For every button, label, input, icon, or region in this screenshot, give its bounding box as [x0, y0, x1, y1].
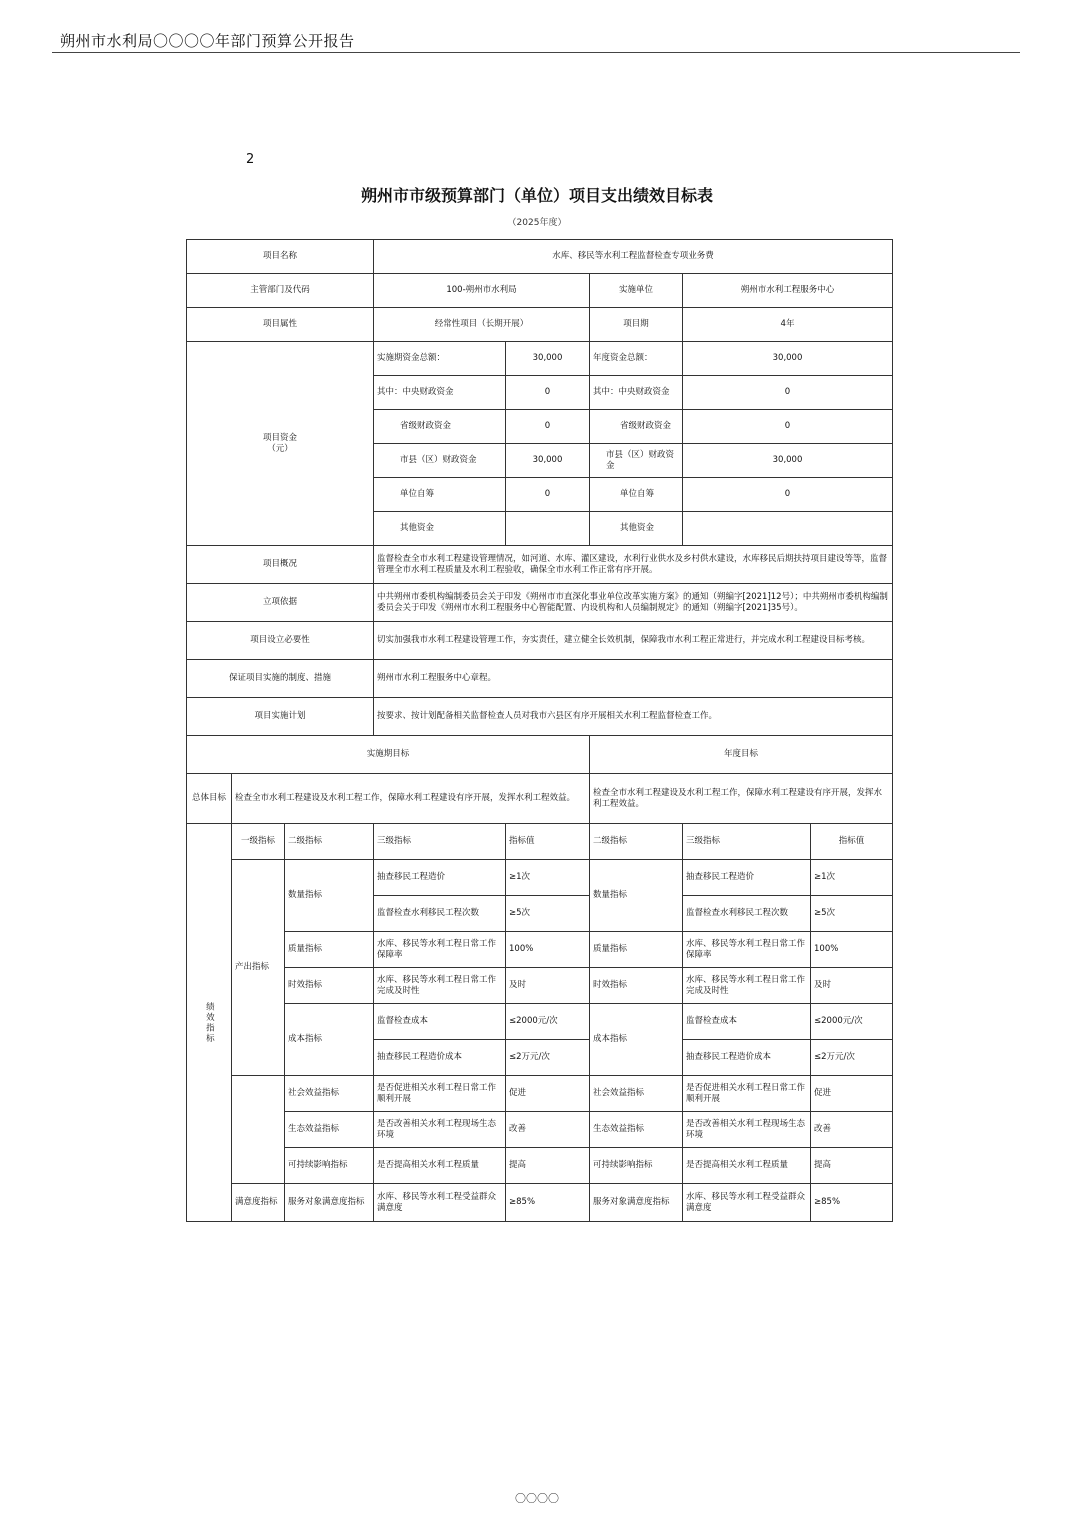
indicator-level3: 水库、移民等水利工程受益群众满意度	[683, 1184, 811, 1222]
project-name-value: 水库、移民等水利工程监督检查专项业务费	[374, 240, 893, 274]
indicator-level3: 是否提高相关水利工程质量	[683, 1148, 811, 1184]
indicator-level2: 服务对象满意度指标	[285, 1184, 374, 1222]
indicator-value: 提高	[811, 1148, 893, 1184]
section-number: 2	[246, 152, 255, 167]
report-header-title: 朔州市水利局〇〇〇〇年部门预算公开报告	[60, 32, 355, 50]
indicator-level2: 社会效益指标	[590, 1076, 683, 1112]
fund-value: 30,000	[506, 342, 590, 376]
table-row	[187, 698, 893, 736]
project-name-label: 项目名称	[187, 240, 374, 274]
table-row	[187, 308, 893, 342]
indicator-level3: 抽查移民工程造价	[374, 860, 506, 896]
fund-label: 省级财政资金	[590, 410, 683, 444]
indicator-level2: 成本指标	[285, 1004, 374, 1076]
col-level1: 一级指标	[232, 824, 285, 860]
fund-value: 0	[506, 376, 590, 410]
fund-value: 30,000	[683, 444, 893, 478]
period-value: 4年	[683, 308, 893, 342]
indicator-value: 改善	[506, 1112, 590, 1148]
period-goal-label: 实施期目标	[187, 736, 590, 774]
indicator-row	[187, 1112, 893, 1148]
indicator-level3: 是否促进相关水利工程日常工作顺利开展	[683, 1076, 811, 1112]
fund-value	[683, 512, 893, 546]
indicator-level3: 水库、移民等水利工程日常工作完成及时性	[683, 968, 811, 1004]
col-value: 指标值	[506, 824, 590, 860]
dept-label: 主管部门及代码	[187, 274, 374, 308]
impl-unit-label: 实施单位	[590, 274, 683, 308]
indicator-level3: 监督检查水利移民工程次数	[683, 896, 811, 932]
overall-goal-label: 总体目标	[187, 774, 232, 824]
necessity-label: 项目设立必要性	[187, 622, 374, 660]
basis-label: 立项依据	[187, 584, 374, 622]
fund-label: 单位自筹	[374, 478, 506, 512]
indicator-level3: 监督检查成本	[683, 1004, 811, 1040]
indicator-level2: 质量指标	[285, 932, 374, 968]
indicator-value: ≥5次	[811, 896, 893, 932]
fund-value: 30,000	[506, 444, 590, 478]
fund-value: 30,000	[683, 342, 893, 376]
indicator-level3: 是否促进相关水利工程日常工作顺利开展	[374, 1076, 506, 1112]
indicator-level3: 监督检查成本	[374, 1004, 506, 1040]
header-divider	[52, 52, 1020, 53]
overview-value: 监督检查全市水利工程建设管理情况，如河道、水库、灌区建设，水利行业供水及乡村供水建设，水库移民后期扶持项目建设等等，监督管理全市水利工程质量及水利工程验收，确保全市水利工作正常有序开展。	[374, 546, 893, 584]
indicator-level2: 质量指标	[590, 932, 683, 968]
fund-label: 单位自筹	[590, 478, 683, 512]
indicator-level3: 抽查移民工程造价成本	[374, 1040, 506, 1076]
basis-value: 中共朔州市委机构编制委员会关于印发《朔州市市直深化事业单位改革实施方案》的通知（朔编字[2021]12号）；中共朔州市委机构编制委员会关于印发《朔州市水利工程服务中心智能配置、内设机构和人员编制规定》的通知（朔编字[2021]35号）。	[374, 584, 893, 622]
table-row	[187, 660, 893, 698]
fund-label: 其他资金	[374, 512, 506, 546]
overview-label: 项目概况	[187, 546, 374, 584]
indicator-level3: 监督检查水利移民工程次数	[374, 896, 506, 932]
page-footer-number: 〇〇〇〇	[515, 1492, 559, 1505]
indicator-row	[187, 1184, 893, 1222]
indicator-value: 提高	[506, 1148, 590, 1184]
indicator-value: ≥5次	[506, 896, 590, 932]
col-level2: 二级指标	[590, 824, 683, 860]
indicator-header-row	[187, 824, 893, 860]
document-title: 朔州市市级预算部门（单位）项目支出绩效目标表	[360, 186, 713, 205]
performance-target-table	[186, 239, 893, 1222]
indicator-row	[187, 1004, 893, 1040]
indicator-level2: 时效指标	[590, 968, 683, 1004]
plan-value: 按要求、按计划配备相关监督检查人员对我市六县区有序开展相关水利工程监督检查工作。	[374, 698, 893, 736]
fund-label: 年度资金总额：	[590, 342, 683, 376]
indicator-level2: 社会效益指标	[285, 1076, 374, 1112]
fund-label: 市县（区）财政资金	[374, 444, 506, 478]
indicator-level2: 生态效益指标	[590, 1112, 683, 1148]
indicator-row	[187, 932, 893, 968]
perf-indicators-label: 绩效指标	[187, 824, 232, 1222]
annual-goal-label: 年度目标	[590, 736, 893, 774]
fund-label: 市县（区）财政资金	[590, 444, 683, 478]
indicator-value: ≥1次	[506, 860, 590, 896]
indicator-level3: 水库、移民等水利工程受益群众满意度	[374, 1184, 506, 1222]
fund-value: 0	[683, 376, 893, 410]
indicator-level3: 水库、移民等水利工程日常工作完成及时性	[374, 968, 506, 1004]
fund-label: 省级财政资金	[374, 410, 506, 444]
indicator-row	[187, 968, 893, 1004]
benefit-indicator-label	[232, 1076, 285, 1184]
funds-label-cell	[187, 342, 374, 546]
indicator-value: 及时	[506, 968, 590, 1004]
indicator-row	[187, 1076, 893, 1112]
fund-label: 其中：中央财政资金	[590, 376, 683, 410]
output-indicator-label: 产出指标	[232, 860, 285, 1076]
table-row	[187, 546, 893, 584]
indicator-level3: 是否改善相关水利工程现场生态环境	[374, 1112, 506, 1148]
indicator-value: ≤2000元/次	[506, 1004, 590, 1040]
system-label: 保证项目实施的制度、措施	[187, 660, 374, 698]
indicator-level3: 抽查移民工程造价	[683, 860, 811, 896]
fund-value	[506, 512, 590, 546]
col-value: 指标值	[811, 824, 893, 860]
indicator-level2: 数量指标	[285, 860, 374, 932]
indicator-level2: 数量指标	[590, 860, 683, 932]
table-row	[187, 584, 893, 622]
indicator-value: 促进	[811, 1076, 893, 1112]
indicator-value: 100%	[811, 932, 893, 968]
indicator-level2: 时效指标	[285, 968, 374, 1004]
indicator-level2: 成本指标	[590, 1004, 683, 1076]
indicator-level2: 生态效益指标	[285, 1112, 374, 1148]
indicator-level2: 可持续影响指标	[590, 1148, 683, 1184]
indicator-value: ≤2000元/次	[811, 1004, 893, 1040]
col-level2: 二级指标	[285, 824, 374, 860]
fund-label: 实施期资金总额：	[374, 342, 506, 376]
indicator-value: ≤2万元/次	[811, 1040, 893, 1076]
attr-value: 经常性项目（长期开展）	[374, 308, 590, 342]
table-row	[187, 622, 893, 660]
indicator-value: 促进	[506, 1076, 590, 1112]
fund-value: 0	[683, 478, 893, 512]
fund-value: 0	[506, 478, 590, 512]
table-row	[187, 274, 893, 308]
satisfaction-indicator-label: 满意度指标	[232, 1184, 285, 1222]
fund-label: 其他资金	[590, 512, 683, 546]
indicator-row	[187, 1148, 893, 1184]
funds-unit: （元）	[267, 443, 293, 454]
fund-value: 0	[506, 410, 590, 444]
impl-unit-value: 朔州市水利工程服务中心	[683, 274, 893, 308]
indicator-level3: 是否提高相关水利工程质量	[374, 1148, 506, 1184]
system-value: 朔州市水利工程服务中心章程。	[374, 660, 893, 698]
fund-value: 0	[683, 410, 893, 444]
funds-label: 项目资金	[262, 432, 297, 443]
indicator-value: 改善	[811, 1112, 893, 1148]
col-level3: 三级指标	[374, 824, 506, 860]
plan-label: 项目实施计划	[187, 698, 374, 736]
indicator-level3: 水库、移民等水利工程日常工作保障率	[374, 932, 506, 968]
table-row	[187, 736, 893, 774]
indicator-level3: 水库、移民等水利工程日常工作保障率	[683, 932, 811, 968]
col-level3: 三级指标	[683, 824, 811, 860]
document-year: （2025年度）	[507, 218, 567, 228]
indicator-level2: 服务对象满意度指标	[590, 1184, 683, 1222]
overall-annual-goal: 检查全市水利工程建设及水利工程工作，保障水利工程建设有序开展，发挥水利工程效益。	[590, 774, 893, 824]
indicator-level2: 可持续影响指标	[285, 1148, 374, 1184]
dept-value: 100-朔州市水利局	[374, 274, 590, 308]
overall-period-goal: 检查全市水利工程建设及水利工程工作，保障水利工程建设有序开展，发挥水利工程效益。	[232, 774, 590, 824]
table-row	[187, 774, 893, 824]
indicator-value: ≤2万元/次	[506, 1040, 590, 1076]
indicator-row	[187, 860, 893, 896]
indicator-level3: 是否改善相关水利工程现场生态环境	[683, 1112, 811, 1148]
indicator-value: ≥85%	[506, 1184, 590, 1222]
fund-label: 其中：中央财政资金	[374, 376, 506, 410]
indicator-value: 100%	[506, 932, 590, 968]
indicator-value: ≥85%	[811, 1184, 893, 1222]
indicator-level3: 抽查移民工程造价成本	[683, 1040, 811, 1076]
necessity-value: 切实加强我市水利工程建设管理工作，夯实责任，建立健全长效机制，保障我市水利工程正常进行，并完成水利工程建设目标考核。	[374, 622, 893, 660]
attr-label: 项目属性	[187, 308, 374, 342]
indicator-value: ≥1次	[811, 860, 893, 896]
indicator-value: 及时	[811, 968, 893, 1004]
table-row	[187, 240, 893, 274]
period-label: 项目期	[590, 308, 683, 342]
funds-row	[187, 342, 893, 376]
